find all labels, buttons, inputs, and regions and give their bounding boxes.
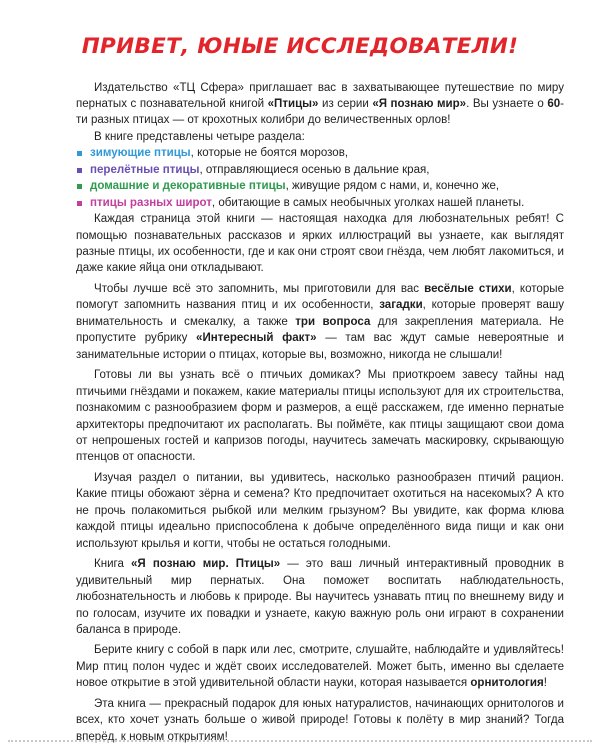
highlight-ornithology: орнитология [470,677,544,690]
page-title: ПРИВЕТ, ЮНЫЕ ИССЛЕДОВАТЕЛИ! [81,34,519,59]
text-run: . Вы узнаете о [466,97,548,110]
text-run: , живущие рядом с нами, и, конечно же, [285,180,500,193]
bullet-square-icon [77,168,82,173]
intro-paragraph [76,80,564,129]
text-run: — там вас ждут самые невероятные и занимательные истории о птицах, которые вы, возможно, никогда не слышали! [76,332,564,361]
list-item [76,178,564,194]
section-label: зимующие птицы [90,147,191,160]
text-run: ! [543,677,547,690]
list-item [76,145,564,161]
highlight-fact: «Интересный факт» [196,332,317,345]
paragraph-food: Изучая раздел о питании, вы удивитесь, насколько разнообразен птичий рацион. Какие птицы обожают зёрна и семена? Кто предпочитает охотиться на насекомых? А кто не прочь полакомиться рыбкой или мелким грызуном? Вы увидите, как форма клюва каждой птицы идеально приспособлена к добыче определённого вида пищи и как они используют крылья и когти, чтобы не остаться голодными. [76,471,564,550]
text-run: Чтобы лучше всё это запомнить, мы приготовили для вас [94,282,425,295]
paragraph-pages: Каждая страница этой книги — настоящая находка для любознательных ребят! С помощью познавательных рассказов и ярких иллюстраций вы узнаете, как выглядят разные птицы, их особенности, где и как они строят свои гнёзда, чем любят лакомиться, и даже какие яйца они откладывают. [76,213,564,275]
sections-list [76,145,564,211]
text-run: Издательство «ТЦ Сфера» приглашает вас в захватывающее путешествие по миру пернатых с познавательной книгой [76,81,564,110]
book-full-title: «Я познаю мир. Птицы» [131,558,281,571]
text-run: , которые помогут запомнить названия птиц и их особенности, [76,282,564,312]
sections-intro: В книге представлены четыре раздела: [94,130,305,143]
body-text [76,80,564,746]
text-run: Книга [94,558,132,571]
text-run: из серии [318,97,373,110]
list-item [76,162,564,178]
footer-divider [8,738,592,742]
paragraph-nests: Готовы ли вы узнать всё о птичьих домиках? Мы приоткроем завесу тайны над птичьими гнёздами и покажем, какие материалы птицы используют для их строительства, познакомим с разнообразием форм и размеров, а ещё расскажем, где именно пернатые архитекторы предпочитают их располагать. Вы поймёте, как птицы защищают свои дома от непрошеных гостей и капризов погоды, научитесь замечать маскировку, скрывающую птенцов от опасности. [76,369,564,464]
paragraph-guide [76,556,564,638]
paragraph-explore [76,642,564,691]
bird-count: 60 [547,97,561,110]
list-item [76,195,564,211]
bullet-square-icon [77,184,82,189]
paragraph-closing: Эта книга — прекрасный подарок для юных натуралистов, начинающих орнитологов и всех, кто хочет узнать больше о живой природе! Готовы к полёту в мир знаний? Тогда вперёд, к новым открытиям! [76,697,564,743]
section-label: перелётные птицы [90,163,200,176]
paragraph-features [76,281,564,363]
text-run: — это ваш личный интерактивный проводник в удивительный мир пернатых. Она поможет воспитать наблюдательность, любознательность и любовь к природе. Вы научитесь узнавать птиц по внешнему виду и по голосам, изучите их повадки и узнаете, какую важную роль они играют в сохранении баланса в природе. [76,558,564,636]
highlight-riddles: загадки [379,299,423,312]
text-run: Берите книгу с собой в парк или лес, смотрите, слушайте, наблюдайте и удивляйтесь! Мир птиц полон чудес и ждёт своих исследователей. Может быть, именно вы сделаете новое открытие в этой удивительной области науки, которая называется [76,644,564,690]
highlight-questions: три вопроса [295,315,371,328]
book-title: «Птицы» [267,97,319,110]
section-label: птицы разных широт [90,196,212,209]
bullet-square-icon [77,201,82,206]
bullet-square-icon [77,151,82,156]
text-run: , которые проверят вашу внимательность и смекалку, а также [76,299,564,328]
text-run: для закрепления материала. Не пропустите рубрику [76,315,564,345]
section-label: домашние и декоративные птицы [90,180,286,193]
series-title: «Я познаю мир» [372,97,467,110]
text-run: -ти разных птицах — от крохотных колибри до величественных орлов! [76,97,565,127]
highlight-poems: весёлые стихи [424,282,512,295]
text-run: , отправляющиеся осенью в дальние края, [199,163,430,176]
text-run: , обитающие в самых необычных уголках нашей планеты. [211,196,525,209]
text-run: , которые не боятся морозов, [190,147,349,160]
